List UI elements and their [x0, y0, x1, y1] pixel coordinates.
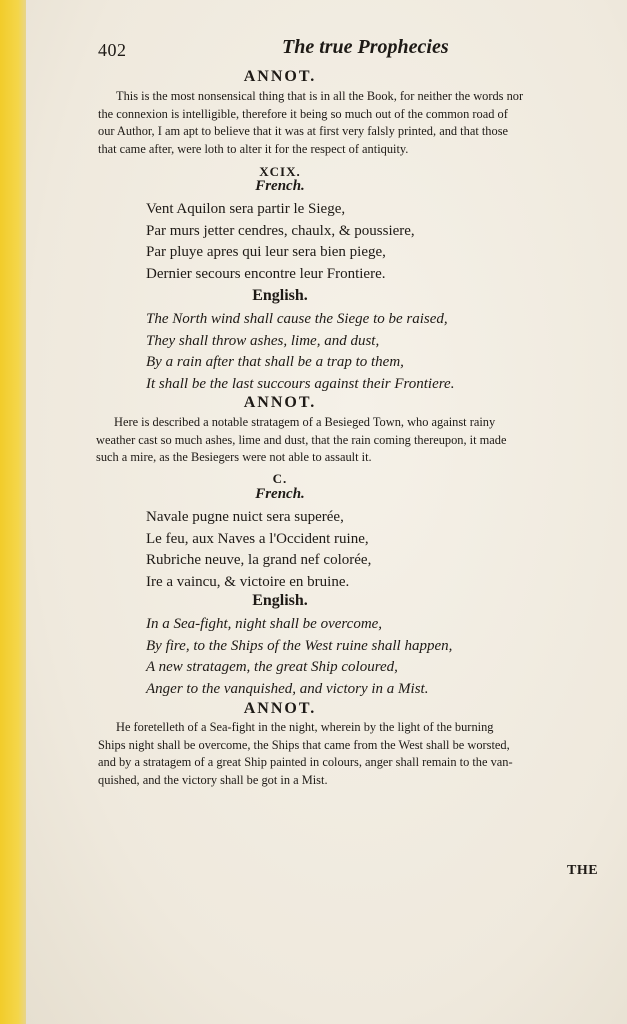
- annot-xcix-line: weather cast so much ashes, lime and dust, that the rain coming thereupon, it made: [96, 432, 507, 447]
- french-verse-c: [146, 507, 566, 593]
- annot-heading-xcix: ANNOT.: [243, 394, 317, 411]
- verse-line: Dernier secours encontre leur Frontiere.: [146, 265, 386, 282]
- english-verse-xcix: [146, 309, 566, 395]
- verse-line: Par pluye apres qui leur sera bien piege,: [146, 244, 386, 260]
- page-edge-yellow: [0, 0, 26, 1024]
- annot-xcix-line: Here is described a notable stratagem of a Besieged Town, who against rainy: [114, 415, 496, 429]
- verse-line: Navale pugne nuict sera superée,: [146, 509, 344, 525]
- english-label-xcix: English.: [252, 287, 308, 304]
- annot-xcix-line: such a mire, as the Besiegers were not able to assault it.: [96, 450, 372, 464]
- annot-xcix-text: [96, 414, 606, 467]
- annot-1-line: the connexion is intelligible, therefore it being so much out of the common road of: [98, 106, 508, 121]
- quatrain-numeral-xcix: XCIX.: [259, 164, 301, 179]
- annot-c-line: and by a stratagem of a great Ship painted in colours, anger shall remain to the van-: [98, 755, 513, 769]
- catchword: THE: [567, 863, 599, 878]
- verse-line: Rubriche neuve, la grand nef colorée,: [146, 552, 372, 568]
- english-label-c: English.: [252, 592, 308, 609]
- verse-line: In a Sea-fight, night shall be overcome,: [146, 616, 383, 632]
- annot-1-text: [98, 88, 608, 158]
- annot-1-line: that came after, were loth to alter it for the respect of antiquity.: [98, 141, 409, 156]
- quatrain-numeral-c: C.: [272, 471, 288, 486]
- english-verse-c: [146, 614, 566, 700]
- verse-line: Ire a vaincu, & victoire en bruine.: [146, 573, 350, 590]
- verse-line: By fire, to the Ships of the West ruine shall happen,: [146, 637, 453, 654]
- annot-heading-c: ANNOT.: [243, 700, 317, 717]
- verse-line: By a rain after that shall be a trap to them,: [146, 354, 404, 370]
- verse-line: A new stratagem, the great Ship coloured,: [146, 659, 398, 675]
- verse-line: The North wind shall cause the Siege to be raised,: [146, 311, 448, 327]
- annot-1-line: our Author, I am apt to believe that it was at first very falsly printed, and that those: [98, 124, 509, 138]
- annot-c-text: [98, 719, 608, 789]
- verse-line: Anger to the vanquished, and victory in a Mist.: [146, 680, 429, 697]
- running-head: The true Prophecies: [282, 36, 449, 58]
- french-label-xcix: French.: [255, 178, 305, 194]
- verse-line: Le feu, aux Naves a l'Occident ruine,: [146, 530, 369, 547]
- french-label-c: French.: [255, 486, 305, 502]
- verse-line: It shall be the last succours against their Frontiere.: [146, 375, 455, 392]
- french-verse-xcix: [146, 199, 566, 285]
- annot-c-line: quished, and the victory shall be got in a Mist.: [98, 772, 328, 787]
- verse-line: Vent Aquilon sera partir le Siege,: [146, 201, 346, 217]
- annot-c-line: He foretelleth of a Sea-fight in the night, wherein by the light of the burning: [116, 720, 494, 734]
- annot-1-line: This is the most nonsensical thing that is in all the Book, for neither the words nor: [116, 89, 524, 103]
- verse-line: They shall throw ashes, lime, and dust,: [146, 332, 380, 349]
- page-number: 402: [98, 40, 127, 60]
- verse-line: Par murs jetter cendres, chaulx, & poussiere,: [146, 222, 415, 239]
- annot-heading-1: ANNOT.: [243, 68, 317, 85]
- annot-c-line: Ships night shall be overcome, the Ships that came from the West shall be worsted,: [98, 737, 510, 752]
